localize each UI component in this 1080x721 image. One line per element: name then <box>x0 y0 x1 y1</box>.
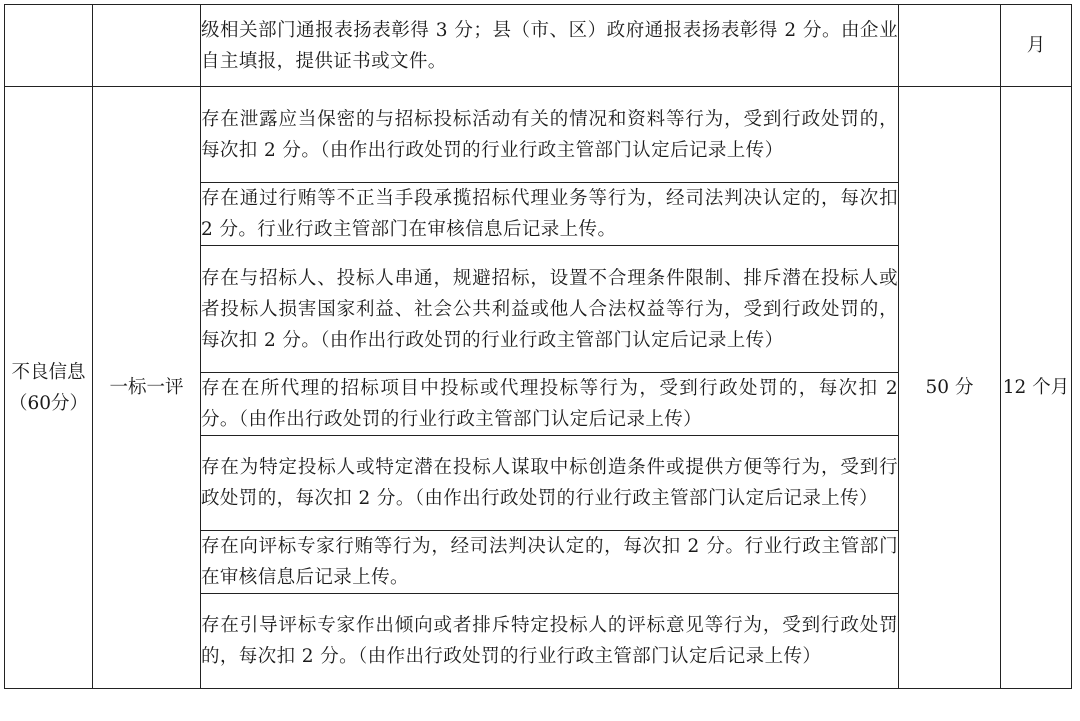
score-cell-empty <box>899 5 1001 87</box>
scoring-table <box>4 4 1072 689</box>
subcategory-cell-empty <box>93 5 201 87</box>
subcategory-cell: 一标一评 <box>93 87 201 689</box>
period-cell: 12 个月 <box>1001 87 1072 689</box>
criterion-text: 存在为特定投标人或特定潜在投标人谋取中标创造条件或提供方便等行为，受到行政处罚的，每次扣 2 分。（由作出行政处罚的行业行政主管部门认定后记录上传） <box>201 436 899 531</box>
criterion-text: 存在引导评标专家作出倾向或者排斥特定投标人的评标意见等行为，受到行政处罚的，每次扣 2 分。（由作出行政处罚的行业行政主管部门认定后记录上传） <box>201 594 899 689</box>
table-row <box>5 87 1072 183</box>
category-cell-empty <box>5 5 93 87</box>
criterion-text: 存在通过行贿等不正当手段承揽招标代理业务等行为，经司法判决认定的，每次扣 2 分。行业行政主管部门在审核信息后记录上传。 <box>201 183 899 246</box>
criterion-text-top: 级相关部门通报表扬表彰得 3 分；县（市、区）政府通报表扬表彰得 2 分。由企业自主填报，提供证书或文件。 <box>201 5 899 87</box>
criterion-text: 存在泄露应当保密的与招标投标活动有关的情况和资料等行为，受到行政处罚的，每次扣 2 分。（由作出行政处罚的行业行政主管部门认定后记录上传） <box>201 87 899 183</box>
score-cell: 50 分 <box>899 87 1001 689</box>
criterion-text: 存在向评标专家行贿等行为，经司法判决认定的，每次扣 2 分。行业行政主管部门在审核信息后记录上传。 <box>201 531 899 594</box>
criterion-text: 存在在所代理的招标项目中投标或代理投标等行为，受到行政处罚的，每次扣 2 分。（由作出行政处罚的行业行政主管部门认定后记录上传） <box>201 373 899 436</box>
criterion-text: 存在与招标人、投标人串通，规避招标，设置不合理条件限制、排斥潜在投标人或者投标人损害国家利益、社会公共利益或他人合法权益等行为，受到行政处罚的，每次扣 2 分。（由作出行政处罚的行业行政主管部门认定后记录上传） <box>201 246 899 373</box>
table-row-top <box>5 5 1072 87</box>
period-cell-top: 月 <box>1001 5 1072 87</box>
category-cell: 不良信息（60分） <box>5 87 93 689</box>
